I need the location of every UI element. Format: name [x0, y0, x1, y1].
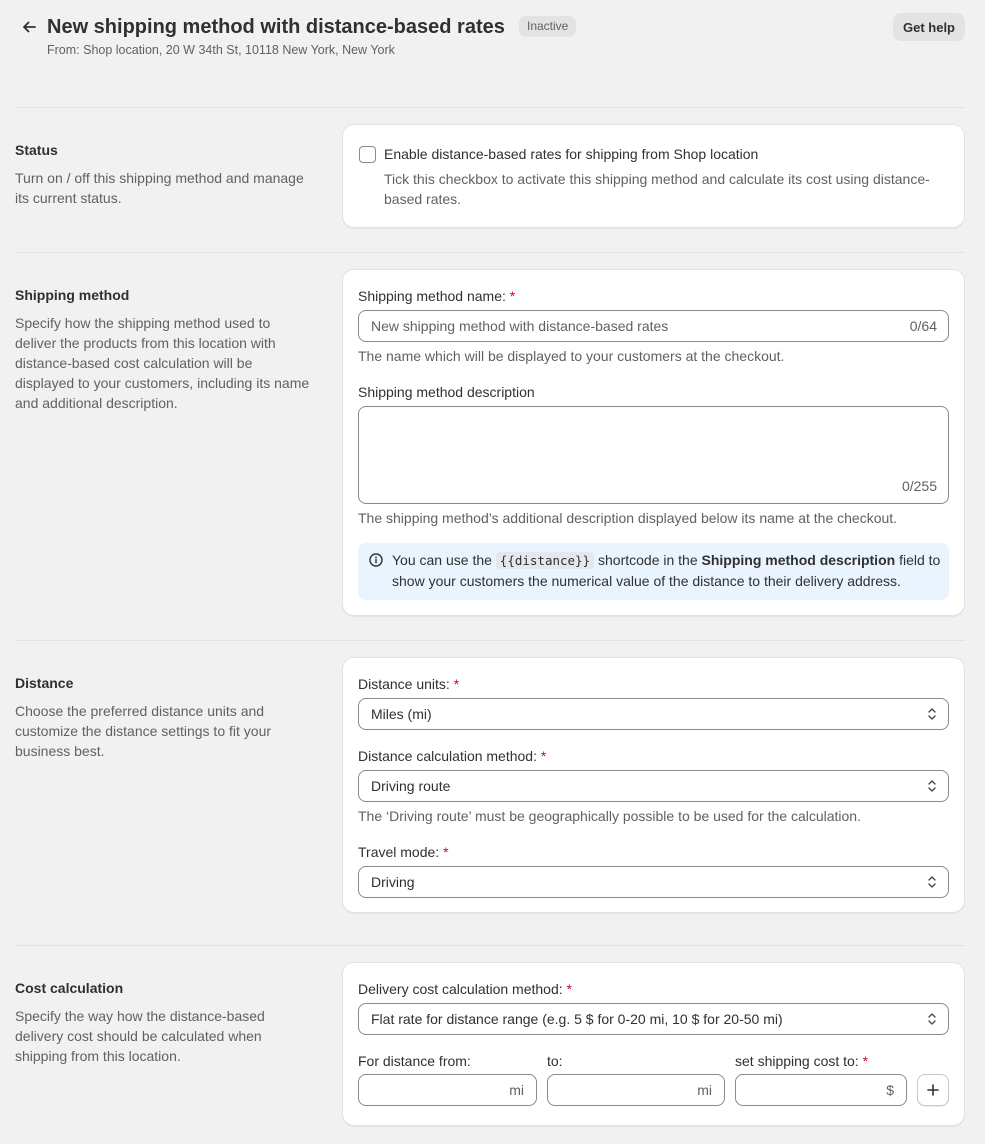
shipping-method-description-textarea[interactable] — [358, 406, 949, 504]
shipping-method-name-label: Shipping method name: * — [358, 288, 516, 304]
distance-units-label: Distance units: * — [358, 676, 460, 692]
shipping-cost-input[interactable] — [735, 1074, 907, 1106]
status-section-description: Turn on / off this shipping method and manage its current status. — [15, 170, 304, 206]
shipping-cost-label: set shipping cost to: * — [735, 1053, 869, 1069]
shipping-method-name-input[interactable] — [358, 310, 949, 342]
enable-checkbox-help: Tick this checkbox to activate this shipping method and calculate its cost using distance-based rates. — [384, 171, 930, 207]
chevron-up-down-icon — [926, 867, 938, 897]
status-badge: Inactive — [519, 16, 576, 37]
delivery-cost-method-label: Delivery cost calculation method: * — [358, 981, 572, 997]
description-character-counter: 0/255 — [901, 478, 937, 494]
distance-from-label: For distance from: — [358, 1053, 471, 1069]
distance-calculation-method-help: The ‘Driving route’ must be geographically possible to be used for the calculation. — [358, 808, 861, 824]
delivery-cost-method-value: Flat rate for distance range (e.g. 5 $ for 0-20 mi, 10 $ for 20-50 mi) — [371, 1011, 783, 1027]
back-button[interactable] — [16, 14, 42, 40]
page-header — [0, 0, 985, 90]
add-range-button[interactable] — [917, 1074, 949, 1106]
delivery-cost-method-select[interactable] — [358, 1003, 949, 1035]
distance-card — [342, 657, 965, 913]
shipping-cost-currency: $ — [886, 1082, 894, 1098]
divider — [15, 107, 965, 108]
chevron-up-down-icon — [926, 699, 938, 729]
shipping-method-section-description: Specify how the shipping method used to deliver the products from this location with distance-based cost calculation will be displayed to your customers, including its name and additional description. — [15, 315, 310, 411]
status-card — [342, 124, 965, 228]
required-marker: * — [453, 676, 460, 692]
arrow-left-icon — [21, 19, 37, 35]
page-subtitle: From: Shop location, 20 W 34th St, 10118 New York, New York — [47, 43, 395, 57]
distance-calculation-method-select[interactable] — [358, 770, 949, 802]
distance-from-unit: mi — [509, 1082, 524, 1098]
shortcode-info-banner — [358, 543, 949, 600]
travel-mode-select[interactable] — [358, 866, 949, 898]
distance-calculation-method-value: Driving route — [371, 778, 451, 794]
distance-shortcode: {{distance}} — [496, 552, 594, 569]
distance-section-description: Choose the preferred distance units and customize the distance settings to fit your business best. — [15, 703, 272, 759]
status-section-title: Status — [15, 142, 58, 158]
enable-checkbox-label[interactable]: Enable distance-based rates for shipping from Shop location — [384, 146, 759, 162]
required-marker: * — [540, 748, 547, 764]
cost-calculation-section-description: Specify the way how the distance-based delivery cost should be calculated when shipping from this location. — [15, 1008, 265, 1064]
shipping-method-card — [342, 269, 965, 616]
enable-checkbox[interactable] — [359, 146, 376, 163]
shortcode-info-text: You can use the {{distance}} shortcode in the Shipping method description field to show your customers the numerical value of the distance to their delivery address. — [392, 552, 941, 589]
required-marker: * — [443, 844, 449, 860]
travel-mode-label: Travel mode: * — [358, 844, 449, 860]
shipping-method-description-label: Shipping method description — [358, 384, 535, 400]
distance-to-label: to: — [547, 1053, 563, 1069]
travel-mode-value: Driving — [371, 874, 415, 890]
shipping-method-name-placeholder: New shipping method with distance-based rates — [371, 318, 669, 334]
required-marker: * — [566, 981, 572, 997]
shipping-method-description-help: The shipping method’s additional description displayed below its name at the checkout. — [358, 510, 898, 526]
distance-units-select[interactable] — [358, 698, 949, 730]
distance-from-input[interactable] — [358, 1074, 537, 1106]
shipping-method-section-title: Shipping method — [15, 287, 130, 303]
divider — [15, 252, 965, 253]
plus-icon — [927, 1084, 939, 1096]
page-title: New shipping method with distance-based rates — [47, 16, 505, 38]
shipping-method-name-help: The name which will be displayed to your customers at the checkout. — [358, 348, 785, 364]
distance-to-input[interactable] — [547, 1074, 725, 1106]
chevron-up-down-icon — [926, 1004, 938, 1034]
info-icon — [369, 553, 383, 567]
divider — [15, 640, 965, 641]
divider — [15, 945, 965, 946]
distance-calculation-method-label: Distance calculation method: * — [358, 748, 547, 764]
required-marker: * — [862, 1053, 869, 1069]
name-character-counter: 0/64 — [909, 318, 937, 334]
cost-calculation-section-title: Cost calculation — [15, 980, 124, 996]
chevron-up-down-icon — [926, 771, 938, 801]
distance-units-value: Miles (mi) — [371, 706, 432, 722]
get-help-button[interactable]: Get help — [893, 13, 965, 41]
cost-calculation-card — [342, 962, 965, 1126]
distance-section-title: Distance — [15, 675, 74, 691]
required-marker: * — [509, 288, 516, 304]
distance-to-unit: mi — [697, 1082, 712, 1098]
